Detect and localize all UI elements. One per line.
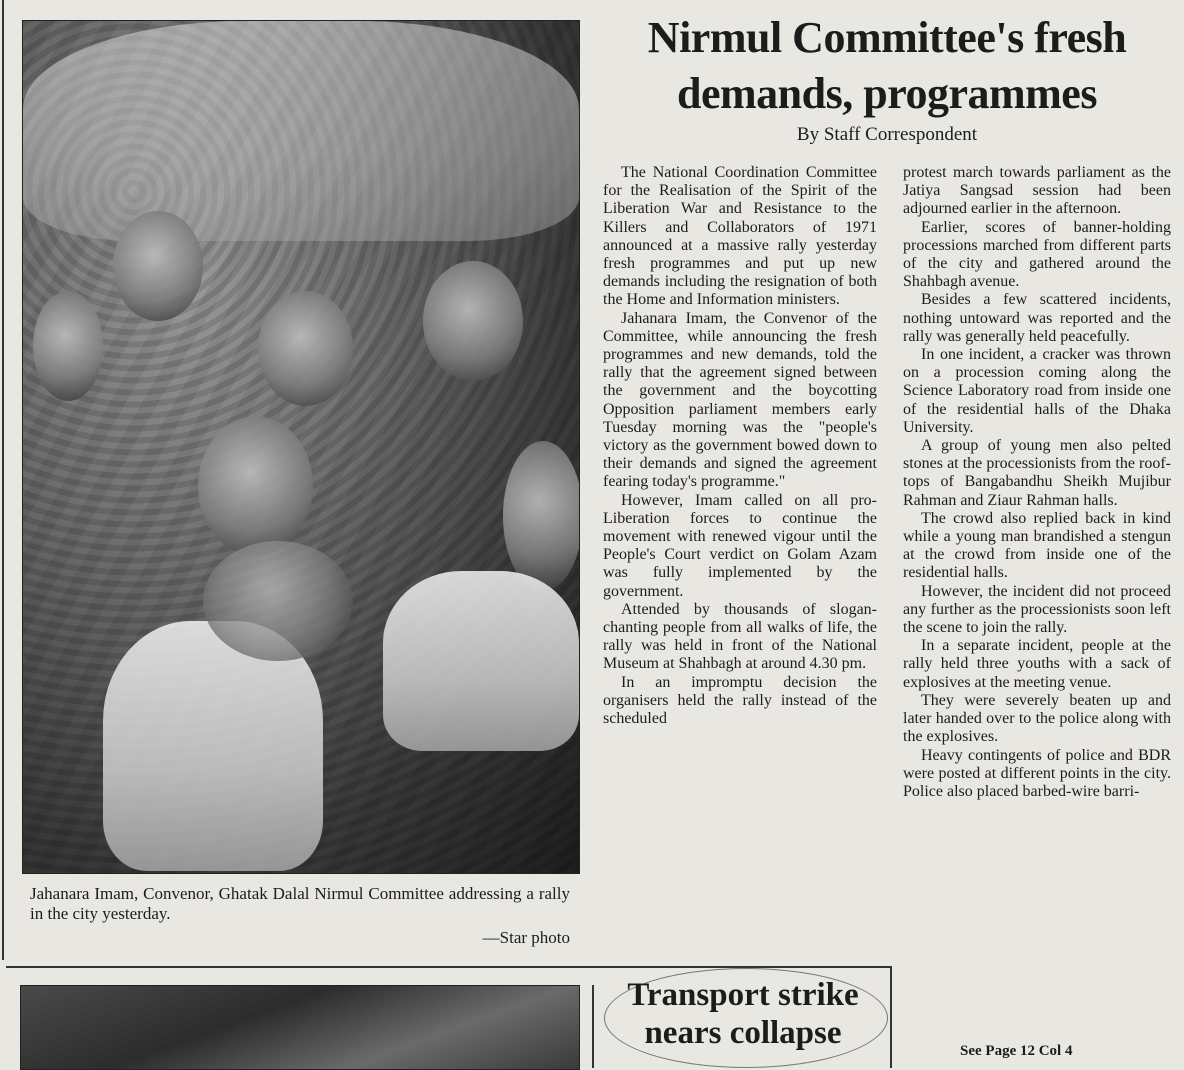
article-paragraph: The National Coordination Committee for the Realisation of the Spirit of the Liberation War and Resistance to the Killers and Collaborators of 1971 announced at a massive rally yesterday fresh programmes and put up new demands including the resignation of both the Home and Information ministers.: [603, 164, 877, 309]
article-paragraph: Besides a few scattered incidents, nothing untoward was reported and the rally was generally held peacefully.: [903, 291, 1171, 345]
article-paragraph: Jahanara Imam, the Convenor of the Committee, while announcing the fresh programmes and new demands, told the rally that the agreement signed between the government and the boycotting Opposition parliament members early Tuesday morning was the "people's victory as the government bowed down to their demands and signed the agreement fearing today's programme.": [603, 309, 877, 491]
photo-figure: [503, 441, 580, 591]
headline-line-1: Nirmul Committee's fresh: [647, 13, 1127, 62]
article-paragraph: A group of young men also pelted stones at the processionists from the roof-tops of Bangabandhu Sheikh Mujibur Rahman and Ziaur Rahman halls.: [903, 437, 1171, 509]
photo-figure: [33, 291, 103, 401]
photo-crowd-background: [23, 21, 579, 241]
article-paragraph: protest march towards parliament as the Jatiya Sangsad session had been adjourned earlier in the afternoon.: [903, 164, 1171, 218]
sub-headline: [604, 976, 882, 1052]
continuation-jump: See Page 12 Col 4: [960, 1043, 1073, 1059]
article-paragraph: The crowd also replied back in kind while a young man brandished a stengun at the crowd from inside one of the residential halls.: [903, 509, 1171, 582]
article-column-2: [903, 164, 1171, 801]
article-paragraph: In a separate incident, people at the rally held three youths with a sack of explosives at the meeting venue.: [903, 637, 1171, 691]
sub-headline-line-2: nears collapse: [644, 1015, 842, 1051]
article-paragraph: However, the incident did not proceed any further as the processionists soon left the scene to join the rally.: [903, 582, 1171, 637]
headline-line-2: demands, programmes: [677, 69, 1097, 118]
article-paragraph: Attended by thousands of slogan-chanting people from all walks of life, the rally was held in front of the National Museum at Shahbagh at around 4.30 pm.: [603, 600, 877, 673]
second-photo: [20, 985, 580, 1070]
photo-figure: [258, 291, 353, 406]
photo-figure: [203, 541, 353, 661]
column-rule-left: [2, 0, 4, 960]
article-column-1: [603, 164, 877, 728]
article-paragraph: In an impromptu decision the organisers held the rally instead of the scheduled: [603, 673, 877, 728]
rally-photo: [22, 20, 580, 874]
article-paragraph: In one incident, a cracker was thrown on a procession coming along the Science Laboratory road from inside one of the residential halls of the Dhaka University.: [903, 346, 1171, 436]
headline: [592, 10, 1182, 122]
column-rule-sub: [592, 985, 594, 1068]
photo-figure: [423, 261, 523, 381]
article-paragraph: Heavy contingents of police and BDR were posted at different points in the city. Police also placed barbed-wire barri-: [903, 746, 1171, 800]
sub-headline-line-1: Transport strike: [627, 977, 859, 1013]
article-paragraph: However, Imam called on all pro-Liberation forces to continue the movement with renewed vigour until the People's Court verdict on Golam Azam was fully implemented by the government.: [603, 491, 877, 600]
photo-credit: —Star photo: [482, 928, 570, 947]
article-paragraph: They were severely beaten up and later handed over to the police along with the explosives.: [903, 691, 1171, 746]
column-rule-right: [890, 966, 892, 1068]
photo-white-shirt: [383, 571, 579, 751]
article-paragraph: Earlier, scores of banner-holding processions marched from different parts of the city and gathered around the Shahbagh avenue.: [903, 218, 1171, 291]
photo-caption: Jahanara Imam, Convenor, Ghatak Dalal Nirmul Committee addressing a rally in the city yesterday.: [30, 884, 570, 923]
byline: By Staff Correspondent: [796, 124, 978, 145]
photo-figure: [198, 416, 313, 556]
photo-figure: [113, 211, 203, 321]
